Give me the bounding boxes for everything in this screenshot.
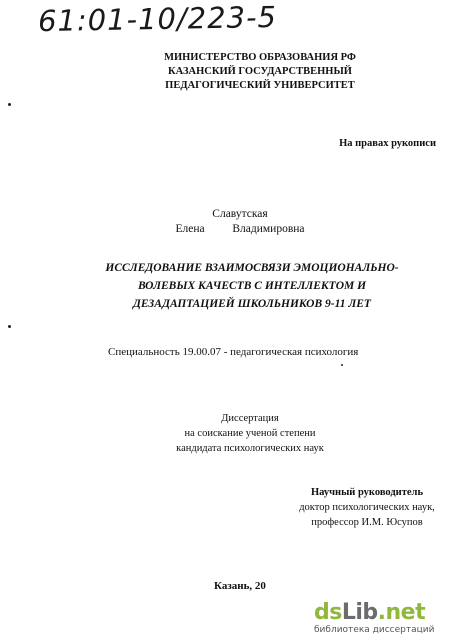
scan-speck — [341, 364, 343, 366]
author-block — [150, 207, 330, 237]
watermark-brand-ds: ds — [314, 600, 342, 625]
title-line: ДЕЗАДАПТАЦИЕЙ ШКОЛЬНИКОВ 9-11 ЛЕТ — [133, 298, 371, 310]
supervisor-degree: доктор психологических наук, — [299, 502, 435, 513]
degree-line: Диссертация — [221, 413, 279, 424]
supervisor-block — [292, 485, 442, 530]
university-line: КАЗАНСКИЙ ГОСУДАРСТВЕННЫЙ — [168, 66, 352, 77]
author-patronymic: Владимировна — [232, 223, 305, 235]
ministry-line: МИНИСТЕРСТВО ОБРАЗОВАНИЯ РФ — [164, 52, 356, 63]
dissertation-degree-block — [160, 411, 340, 456]
scan-speck — [8, 325, 11, 328]
watermark-brand-lib: Lib — [341, 600, 378, 625]
supervisor-name: профессор И.М. Юсупов — [311, 517, 423, 528]
degree-line: на соискание ученой степени — [184, 428, 316, 439]
title-line: ВОЛЕВЫХ КАЧЕСТВ С ИНТЕЛЛЕКТОМ И — [137, 280, 367, 292]
specialty-line: Специальность 19.00.07 - педагогическая психология — [108, 346, 359, 358]
dissertation-title — [82, 259, 422, 313]
dslib-watermark — [314, 601, 444, 637]
ministry-header — [150, 51, 370, 93]
supervisor-heading: Научный руководитель — [311, 487, 423, 498]
city-year: Казань, 20 — [214, 580, 266, 592]
author-surname: Славутская — [212, 208, 268, 220]
title-line: ИССЛЕДОВАНИЕ ВЗАИМОСВЯЗИ ЭМОЦИОНАЛЬНО- — [105, 262, 399, 274]
author-first-names — [150, 222, 330, 237]
watermark-logo — [314, 601, 444, 625]
watermark-tagline: библиотека диссертаций — [314, 625, 435, 635]
degree-line: кандидата психологических наук — [176, 443, 324, 454]
rights-note: На правах рукописи — [339, 138, 436, 149]
university-line: ПЕДАГОГИЧЕСКИЙ УНИВЕРСИТЕТ — [165, 80, 355, 91]
author-name: Елена — [175, 223, 205, 235]
scan-speck — [8, 103, 11, 106]
archive-code-handwritten: 61:01-10/223-5 — [37, 0, 278, 39]
watermark-brand-net: .net — [377, 600, 426, 625]
